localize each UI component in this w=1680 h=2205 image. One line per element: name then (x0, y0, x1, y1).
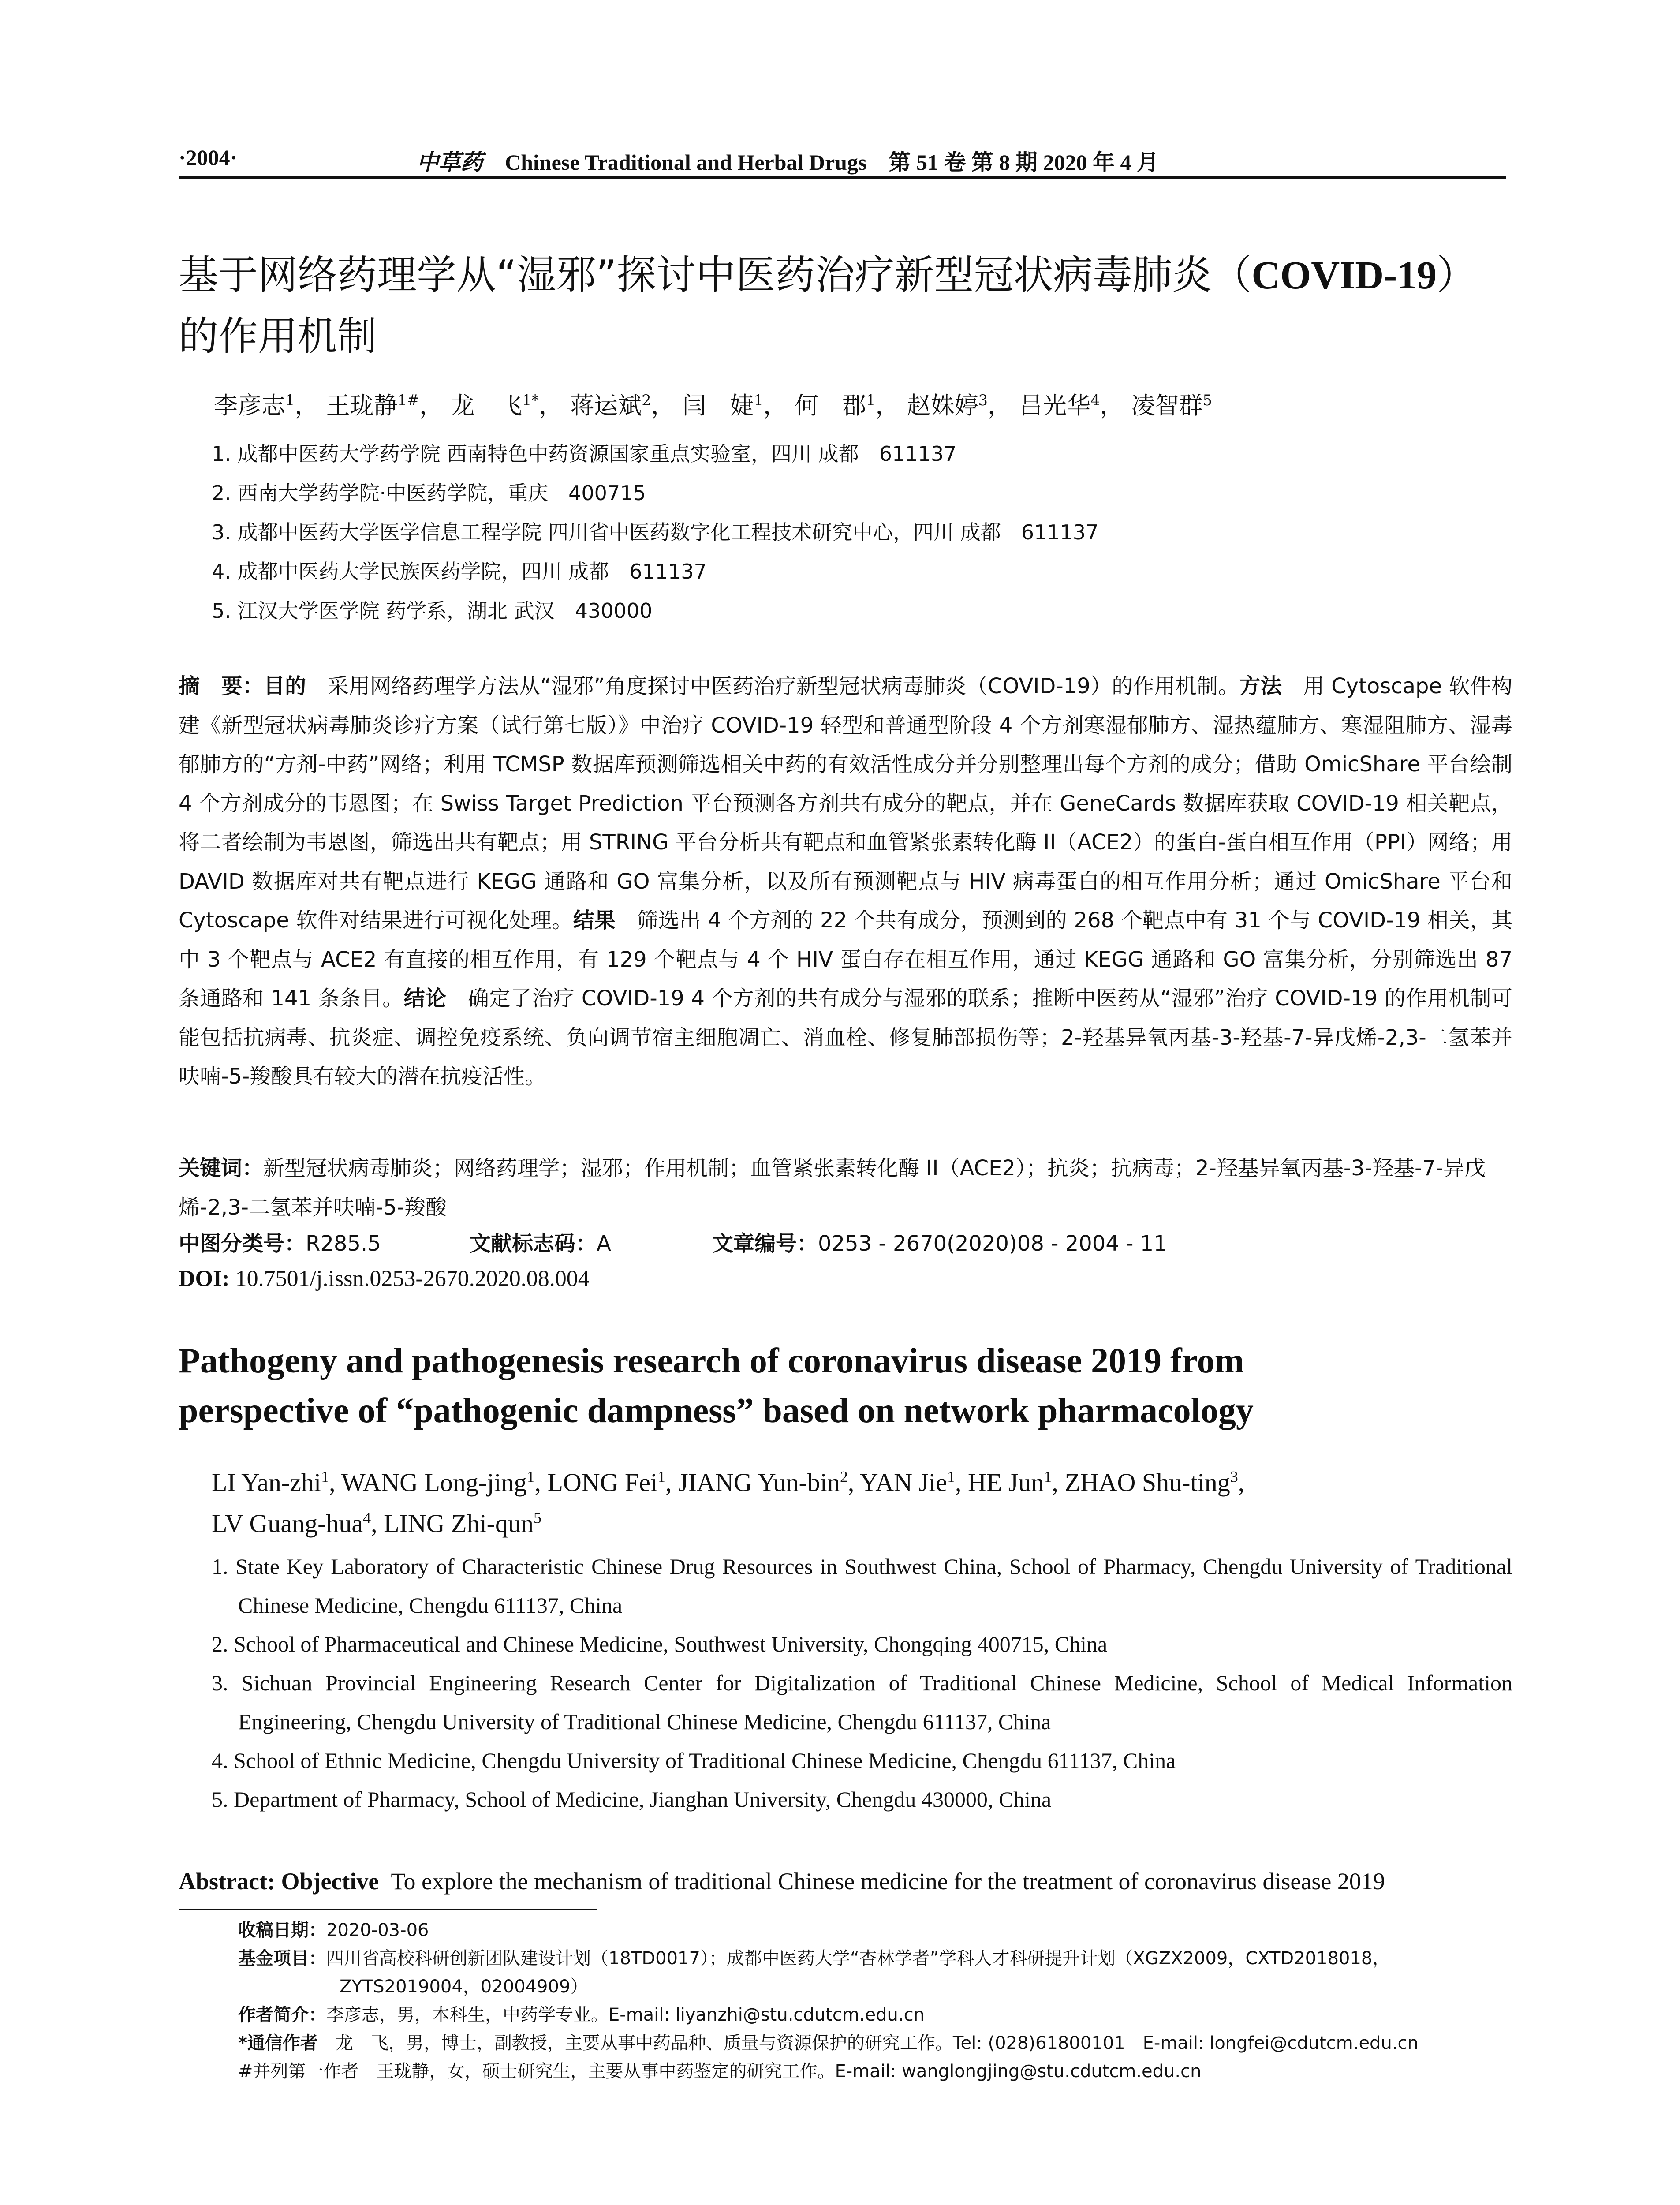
affiliations-cn (212, 434, 1512, 631)
affiliation-en: 4. School of Ethnic Medicine, Chengdu University of Traditional Chinese Medicine, Chengdu 611137, China (212, 1748, 1176, 1773)
keywords-cn (179, 1149, 1512, 1227)
journal-issue: Chinese Traditional and Herbal Drugs 第 51 卷 第 8 期 2020 年 4 月 (505, 150, 1159, 175)
methods-cn-label: 方法 (1239, 674, 1282, 699)
author-cn: 王珑静$^{1\#}$ (326, 392, 419, 419)
footnote-corresponding: *通信作者 龙 飞，男，博士，副教授，主要从事中药品种、质量与资源保护的研究工作。Tel: (028)61800101 E-mail: longfei@cdutcm.edu.cn (238, 2033, 1419, 2053)
author-cn: 闫 婕$^1$ (682, 392, 763, 419)
doi-label: DOI: (179, 1266, 230, 1291)
author-en: YAN Jie$^1$ (859, 1468, 955, 1497)
page-number: ·2004· (179, 145, 238, 170)
author-en: LI Yan-zhi$^1$ (212, 1468, 329, 1497)
title-cn-covid: COVID-19 (1251, 254, 1437, 297)
header-rule (179, 176, 1506, 179)
affiliation-cn: 5. 江汉大学医学院 药学系，湖北 武汉 430000 (212, 599, 653, 623)
footnote-author-bio: 作者简介：李彦志，男，本科生，中药学专业。E-mail: liyanzhi@stu.cdutcm.edu.cn (238, 2005, 925, 2025)
results-cn-label: 结果 (573, 908, 616, 933)
abstract-cn (179, 667, 1512, 1096)
authors-cn: 李彦志$^1$， 王珑静$^{1\#}$， 龙 飞$^{1*}$， 蒋运斌$^2$， 闫 婕$^1$， 何 郡$^1$， 赵姝婷$^3$， 吕光华$^4$， 凌智群$^5$ (214, 392, 1212, 419)
footnote-fund-cont: ZYTS2019004，02004909） (340, 1977, 588, 1997)
conclusion-cn: 确定了治疗 COVID-19 4 个方剂的共有成分与湿邪的联系；推断中医药从“湿邪”治疗 COVID-19 的作用机制可能包括抗病毒、抗炎症、调控免疫系统、负向调节宿主细胞凋亡、消血栓、修复肺部损伤等；2-羟基异氧丙基-3-羟基-7-异戊烯-2,3-二氢苯并呋喃-5-羧酸具有较大的潜在抗疫活性。 (179, 986, 1512, 1089)
author-en: HE Jun$^1$ (967, 1468, 1052, 1497)
conclusion-cn-label: 结论 (403, 986, 447, 1011)
authors-en: LI Yan-zhi$^1$, WANG Long-jing$^1$, LONG Fei$^1$, JIANG Yun-bin$^2$, YAN Jie$^1$, HE Jun$^1$, ZHAO Shu-ting$^3$, LV Guang-hua$^4$, LING Zhi-qun$^5$ (212, 1468, 1245, 1538)
affiliation-cn: 3. 成都中医药大学医学信息工程学院 四川省中医药数字化工程技术研究中心，四川 成都 611137 (212, 520, 1099, 544)
author-en: LONG Fei$^1$ (547, 1468, 666, 1497)
author-en: ZHAO Shu-ting$^3$ (1064, 1468, 1238, 1497)
results-cn: 筛选出 4 个方剂的 22 个共有成分，预测到的 268 个靶点中有 31 个与 COVID-19 相关，其中 3 个靶点与 ACE2 有直接的相互作用，有 129 个靶点与 4 个 HIV 蛋白存在相互作用，通过 KEGG 通路和 GO 富集分析，分别筛选出 87 条通路和 141 条条目。 (179, 908, 1512, 1011)
doc-code: 文献标志码： A (470, 1231, 611, 1256)
author-en: WANG Long-jing$^1$ (341, 1468, 535, 1497)
abstract-cn-label: 摘 要： (179, 674, 264, 699)
journal-logo-cn: 中草药 (417, 150, 483, 175)
author-cn: 吕光华$^4$ (1019, 392, 1100, 419)
footnotes (238, 1916, 1512, 2085)
objective-cn-label: 目的 (263, 674, 306, 699)
title-en-line2: perspective of “pathogenic dampness” based on network pharmacology (179, 1391, 1254, 1430)
author-en: JIANG Yun-bin$^2$ (678, 1468, 848, 1497)
author-cn: 李彦志$^1$ (214, 392, 295, 419)
affiliation-cn: 2. 西南大学药学院·中医药学院，重庆 400715 (212, 481, 646, 505)
objective-en-label: Objective (281, 1868, 379, 1895)
author-cn: 龙 飞$^{1*}$ (450, 392, 539, 419)
running-header (179, 141, 1506, 176)
affiliations-en (212, 1547, 1512, 1819)
objective-cn: 采用网络药理学方法从“湿邪”角度探讨中医药治疗新型冠状病毒肺炎（COVID-19）的作用机制。 (327, 674, 1239, 699)
footnote-cofirst: #并列第一作者 王珑静，女，硕士研究生，主要从事中药鉴定的研究工作。E-mail: wanglongjing@stu.cdutcm.edu.cn (238, 2061, 1202, 2082)
clc: 中图分类号： R285.5 (179, 1231, 381, 1256)
abstract-en-label: Abstract: (179, 1868, 275, 1895)
title-cn (179, 245, 1515, 367)
abstract-en (179, 1862, 1512, 1901)
affiliation-en: 1. State Key Laboratory of Characteristic Chinese Drug Resources in Southwest China, School of Pharmacy, Chengdu University of Traditional Chinese Medicine, Chengdu 611137, China (212, 1554, 1512, 1618)
methods-cn: 用 Cytoscape 软件构建《新型冠状病毒肺炎诊疗方案（试行第七版）》中治疗 COVID-19 轻型和普通型阶段 4 个方剂寒湿郁肺方、湿热蕴肺方、寒湿阻肺方、湿毒郁肺方的“方剂-中药”网络；利用 TCMSP 数据库预测筛选相关中药的有效活性成分并分别整理出每个方剂的成分；借助 OmicShare 平台绘制 4 个方剂成分的韦恩图；在 Swiss Target Prediction 平台预测各方剂共有成分的靶点，并在 GeneCards 数据库获取 COVID-19 相关靶点，将二者绘制为韦恩图，筛选出共有靶点；用 STRING 平台分析共有靶点和血管紧张素转化酶 II（ACE2）的蛋白-蛋白相互作用（PPI）网络；用 DAVID 数据库对共有靶点进行 KEGG 通路和 GO 富集分析，以及所有预测靶点与 HIV 病毒蛋白的相互作用分析；通过 OmicShare 平台和 Cytoscape 软件对结果进行可视化处理。 (179, 674, 1512, 933)
footnote-received: 收稿日期：2020-03-06 (238, 1920, 429, 1940)
footnote-fund: 基金项目：四川省高校科研创新团队建设计划（18TD0017）；成都中医药大学“杏林学者”学科人才科研提升计划（XGZX2009，CXTD2018018， (238, 1948, 1390, 1969)
keywords-cn-label: 关键词： (179, 1156, 264, 1181)
footnote-rule (179, 1909, 597, 1910)
classification-line (179, 1226, 1512, 1261)
author-cn: 赵姝婷$^3$ (907, 392, 988, 419)
keywords-cn-text: 新型冠状病毒肺炎；网络药理学；湿邪；作用机制；血管紧张素转化酶 II（ACE2）；抗炎；抗病毒；2-羟基异氧丙基-3-羟基-7-异戊烯-2,3-二氢苯并呋喃-5-羧酸 (179, 1156, 1486, 1220)
author-cn: 蒋运斌$^2$ (570, 392, 651, 419)
affiliation-cn: 4. 成都中医药大学民族医药学院，四川 成都 611137 (212, 560, 707, 583)
author-en: LV Guang-hua$^4$ (212, 1509, 371, 1538)
author-cn: 凌智群$^5$ (1131, 392, 1212, 419)
journal-line (417, 145, 1159, 176)
doi-line (179, 1261, 1512, 1297)
author-cn: 何 郡$^1$ (795, 392, 876, 419)
affiliation-en: 5. Department of Pharmacy, School of Medicine, Jianghan University, Chengdu 430000, China (212, 1787, 1052, 1812)
title-en (179, 1336, 1515, 1436)
affiliation-en: 3. Sichuan Provincial Engineering Research Center for Digitalization of Traditional Chinese Medicine, School of Medical Information Engineering, Chengdu University of Traditional Chinese Medicine, Chengdu 611137, China (212, 1671, 1512, 1734)
title-en-line1: Pathogeny and pathogenesis research of coronavirus disease 2019 from (179, 1342, 1244, 1380)
article-number: 文章编号： 0253 - 2670(2020)08 - 2004 - 11 (712, 1231, 1167, 1256)
affiliation-cn: 1. 成都中医药大学药学院 西南特色中药资源国家重点实验室，四川 成都 611137 (212, 442, 957, 466)
affiliation-en: 2. School of Pharmaceutical and Chinese Medicine, Southwest University, Chongqing 400715, China (212, 1632, 1108, 1656)
abstract-en-text: To explore the mechanism of traditional Chinese medicine for the treatment of coronavirus disease 2019 (391, 1868, 1385, 1895)
title-cn-close: ） (1437, 252, 1477, 298)
title-cn-main: 基于网络药理学从“湿邪”探讨中医药治疗新型冠状病毒肺炎（ (179, 252, 1252, 298)
title-cn-line2: 的作用机制 (179, 313, 377, 359)
doi-value: 10.7501/j.issn.0253-2670.2020.08.004 (235, 1266, 590, 1291)
author-en: LING Zhi-qun$^5$ (384, 1509, 541, 1538)
